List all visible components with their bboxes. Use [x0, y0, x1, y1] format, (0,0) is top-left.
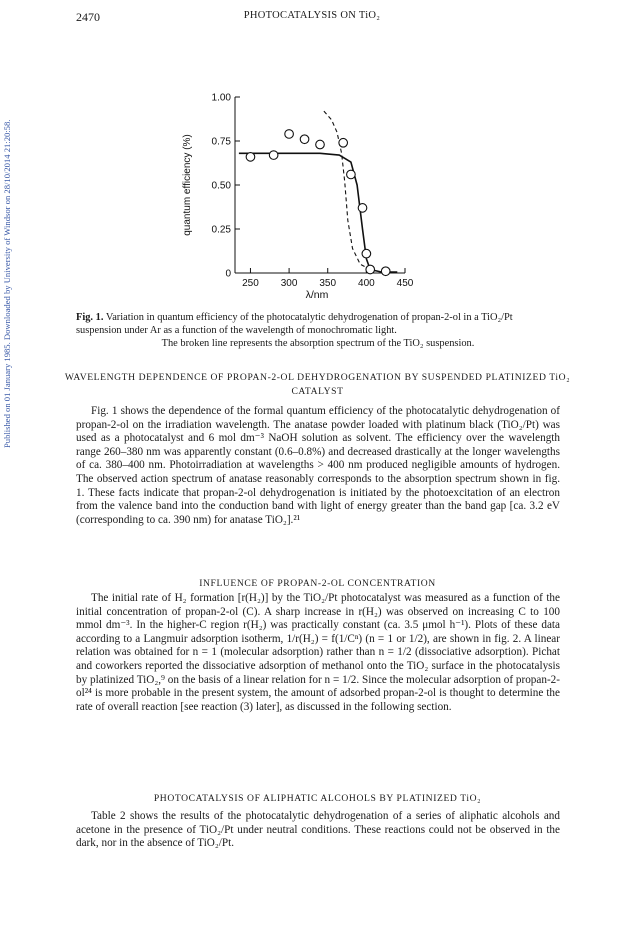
x-tick-label: 350: [319, 278, 337, 289]
data-point: [381, 267, 390, 276]
y-tick-label: 0.75: [211, 136, 231, 148]
quantum-efficiency-curve: [239, 153, 397, 272]
caption-label: Fig. 1.: [76, 312, 104, 323]
data-point: [246, 153, 255, 162]
data-point: [366, 265, 375, 274]
paragraph-wavelength: Fig. 1 shows the dependence of the formal quantum efficiency of the photocatalytic dehydrogenation of propan-2-ol on the irradiation wavelength. The anatase powder loaded with platinum black (TiO₂/Pt) was used as a photocatalyst and 6 mol dm⁻³ NaOH solution as solvent. The efficiency over the wavelength range 260–380 nm was apparently constant (0.6–0.8%) and decreased drastically at the longer wavelengths of ca. 380–400 nm. Photoirradiation at wavelengths > 400 nm produced negligible amounts of hydrogen. The observed action spectrum of anatase reasonably corresponds to the absorption spectrum shown in fig. 1. These facts indicate that propan-2-ol dehydrogenation is initiated by the photoexcitation of an electron from the valence band into the conduction band with light of energy greater than the band gap [ca. 3.2 eV (corresponding to ca. 390 nm) for anatase TiO₂].²¹: [76, 405, 560, 526]
data-point: [300, 135, 309, 144]
y-axis-label: quantum efficiency (%): [182, 134, 193, 236]
running-title: PHOTOCATALYSIS ON TiO₂: [243, 10, 381, 21]
y-tick-label: 1.00: [211, 92, 231, 104]
section-heading-concentration: INFLUENCE OF PROPAN-2-OL CONCENTRATION: [199, 578, 436, 589]
data-point: [347, 170, 356, 179]
caption-last-line: The broken line represents the absorption spectrum of the TiO₂ suspension.: [161, 338, 475, 349]
x-axis-label: λ/nm: [305, 289, 329, 301]
x-tick-label: 450: [396, 278, 414, 289]
data-point: [316, 140, 325, 149]
data-point: [269, 151, 278, 160]
caption-text: Variation in quantum efficiency of the photocatalytic dehydrogenation of propan-2-ol in a TiO₂/Pt suspension under Ar as a function of the wavelength of monochromatic light.: [76, 312, 513, 336]
x-tick-label: 250: [242, 278, 259, 289]
paragraph-aliphatic: Table 2 shows the results of the photocatalytic dehydrogenation of a series of aliphatic alcohols and acetone in the presence of TiO₂/Pt under neutral conditions. These reactions could not be observed in the dark, nor in the absence of TiO₂/Pt.: [76, 810, 560, 850]
data-point: [339, 138, 348, 147]
x-tick-label: 300: [280, 278, 298, 289]
data-point: [358, 204, 367, 213]
absorption-spectrum-broken-line: [324, 111, 370, 269]
paragraph-concentration: The initial rate of H₂ formation [r(H₂)] by the TiO₂/Pt photocatalyst was measured as a function of the initial concentration of propan-2-ol (C). A sharp increase in r(H₂) was observed on increasing C to 100 mmol dm⁻³. In the higher-C region r(H₂) was practically constant (ca. 3.5 μmol h⁻¹). Plots of these data according to a Langmuir adsorption isotherm, 1/r(H₂) = f(1/Cⁿ) (n = 1 or 1/2), are shown in fig. 2. A linear relation was obtained for n = 1 (molecular adsorption) rather than n = 1/2 (dissociative adsorption). Pichat and coworkers reported the dissociative adsorption of methanol onto the TiO₂ surface in the photocatalysis by platinized TiO₂,⁹ on the basis of a linear relation for n = 1/2. Since the molecular adsorption of propan-2-ol²⁴ is more probable in the present system, the amount of adsorbed propan-2-ol is thought to determine the rate of overall reaction [see reaction (3) later], as discussed in the following section.: [76, 592, 560, 713]
y-tick-label: 0: [225, 268, 231, 280]
figure-caption: [76, 311, 560, 350]
section-heading-aliphatic: PHOTOCATALYSIS OF ALIPHATIC ALCOHOLS BY PLATINIZED TiO₂: [153, 793, 482, 804]
section-heading-wavelength: WAVELENGTH DEPENDENCE OF PROPAN-2-OL DEHYDROGENATION BY SUSPENDED PLATINIZED TiO₂ CATALYST: [64, 372, 571, 397]
y-tick-label: 0.25: [211, 224, 231, 236]
data-point: [285, 130, 294, 139]
page-number: 2470: [76, 10, 100, 24]
data-point: [362, 249, 371, 258]
figure-1-chart: [160, 80, 450, 305]
side-note-text: Published on 01 January 1985. Downloaded by University of Windsor on 28/10/2014 21:20:58.: [2, 119, 12, 448]
y-tick-label: 0.50: [211, 180, 231, 192]
x-tick-label: 400: [358, 278, 375, 289]
